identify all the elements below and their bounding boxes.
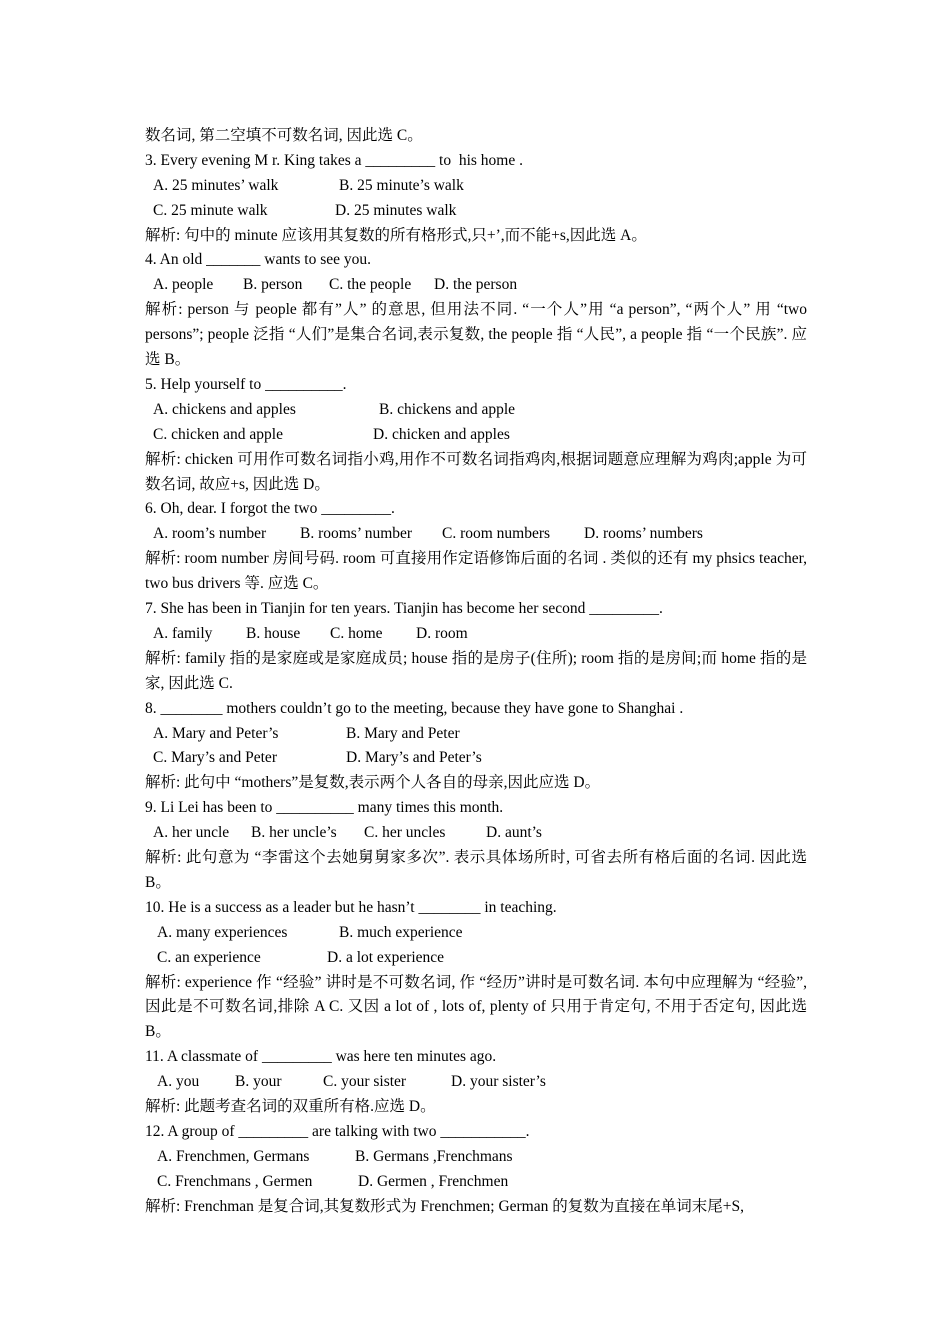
answer-option: A. chickens and apples — [153, 400, 296, 418]
explanation-paragraph: 解析: 此句中 “mothers”是复数,表示两个人各自的母亲,因此应选 D。 — [145, 774, 601, 792]
explanation-paragraph: 解析: 此题考查名词的双重所有格.应选 D。 — [145, 1098, 436, 1115]
answer-option: C. Mary’s and Peter — [153, 749, 277, 767]
document-page — [145, 124, 807, 1219]
answer-option: D. Mary’s and Peter’s — [346, 749, 482, 767]
answer-options-row — [145, 921, 807, 946]
question-text: 3. Every evening M r. King takes a _________ to his home . — [145, 151, 523, 169]
answer-option: C. your sister — [323, 1073, 407, 1091]
explanation-paragraph: 解析: 此句意为 “李雷这个去她舅舅家多次”. 表示具体场所时, 可省去所有格后面的名词. 因此选 B。 — [145, 849, 807, 891]
answer-options-row — [145, 746, 807, 771]
answer-option: A. 25 minutes’ walk — [153, 176, 279, 194]
question-text: 7. She has been in Tianjin for ten years. Tianjin has become her second _________. — [145, 600, 663, 618]
answer-option: A. family — [153, 624, 213, 642]
answer-options-row — [145, 946, 807, 971]
answer-option: C. an experience — [157, 948, 261, 966]
answer-option: C. home — [330, 624, 383, 642]
answer-option: B. house — [246, 624, 301, 642]
explanation-paragraph: 解析: person 与 people 都有”人” 的意思, 但用法不同. “一个人”用 “a person”, “两个人” 用 “two persons”; people 泛指 “人们”是集合名词,表示复数, the people 指 “人民”, a people 指 “一个民族”. 应选 B。 — [145, 301, 807, 369]
explanation-paragraph: 解析: Frenchman 是复合词,其复数形式为 Frenchmen; German 的复数为直接在单词末尾+S, — [145, 1197, 744, 1215]
answer-option: B. her uncle’s — [251, 824, 337, 842]
answer-option: B. chickens and apple — [379, 400, 516, 418]
answer-option: C. the people — [329, 276, 412, 294]
answer-option: A. you — [157, 1073, 200, 1091]
answer-options-row — [145, 398, 807, 423]
answer-option: D. your sister’s — [451, 1073, 546, 1091]
explanation-paragraph: 数名词, 第二空填不可数名词, 因此选 C。 — [145, 127, 423, 144]
answer-option: D. the person — [434, 276, 518, 294]
explanation-paragraph: 解析: room number 房间号码. room 可直接用作定语修饰后面的名词 . 类似的还有 my phsics teacher, two bus drivers 等. 应选 C。 — [145, 550, 807, 593]
answer-option: A. Frenchmen, Germans — [157, 1147, 310, 1165]
answer-options-row — [145, 1145, 807, 1170]
answer-options-row — [145, 199, 807, 224]
answer-option: B. Mary and Peter — [346, 724, 460, 742]
question-text: 9. Li Lei has been to __________ many times this month. — [145, 799, 504, 817]
answer-option: D. aunt’s — [486, 824, 542, 842]
answer-option: C. 25 minute walk — [153, 201, 268, 219]
answer-option: A. many experiences — [157, 923, 288, 941]
answer-option: D. Germen , Frenchmen — [358, 1172, 509, 1190]
answer-options-row — [145, 1070, 807, 1095]
question-text: 6. Oh, dear. I forgot the two _________. — [145, 500, 395, 518]
answer-options-row — [145, 821, 807, 846]
explanation-paragraph: 解析: experience 作 “经验” 讲时是不可数名词, 作 “经历”讲时是可数名词. 本句中应理解为 “经验”,因此是不可数名词,排除 A C. 又因 a lot of , lots of, plenty of 只用于肯定句, 不用于否定句, 因此选 B。 — [145, 973, 807, 1041]
explanation-paragraph: 解析: chicken 可用作可数名词指小鸡,用作不可数名词指鸡肉,根据词题意应理解为鸡肉;apple 为可数名词, 故应+s, 因此选 D。 — [145, 450, 807, 493]
question-text: 11. A classmate of _________ was here ten minutes ago. — [145, 1048, 497, 1066]
answer-option: D. a lot experience — [327, 948, 445, 966]
answer-option: B. much experience — [339, 923, 463, 941]
answer-options-row — [145, 622, 807, 647]
answer-option: C. Frenchmans , Germen — [157, 1172, 313, 1190]
answer-option: B. your — [235, 1073, 282, 1091]
answer-option: A. people — [153, 276, 214, 294]
question-text: 10. He is a success as a leader but he hasn’t ________ in teaching. — [145, 898, 557, 916]
question-text: 4. An old _______ wants to see you. — [145, 251, 372, 269]
answer-option: C. chicken and apple — [153, 425, 283, 443]
answer-option: B. person — [243, 276, 303, 294]
answer-option: D. room — [416, 624, 468, 642]
answer-option: D. 25 minutes walk — [335, 201, 457, 219]
answer-options-row — [145, 174, 807, 199]
answer-options-row — [145, 273, 807, 298]
answer-option: A. her uncle — [153, 824, 230, 842]
answer-option: B. 25 minute’s walk — [339, 176, 464, 194]
answer-option: D. chicken and apples — [373, 425, 510, 443]
answer-option: A. room’s number — [153, 525, 267, 543]
answer-option: D. rooms’ numbers — [584, 525, 703, 543]
question-text: 8. ________ mothers couldn’t go to the meeting, because they have gone to Shanghai . — [145, 699, 684, 717]
answer-options-row — [145, 423, 807, 448]
answer-options-row — [145, 1170, 807, 1195]
answer-option: A. Mary and Peter’s — [153, 724, 279, 742]
explanation-paragraph: 解析: family 指的是家庭或是家庭成员; house 指的是房子(住所); room 指的是房间;而 home 指的是家, 因此选 C. — [145, 649, 807, 692]
question-text: 5. Help yourself to __________. — [145, 375, 347, 393]
question-text: 12. A group of _________ are talking with two ___________. — [145, 1122, 530, 1140]
answer-option: B. rooms’ number — [300, 525, 413, 543]
answer-options-row — [145, 522, 807, 547]
answer-option: C. her uncles — [364, 824, 446, 842]
explanation-paragraph: 解析: 句中的 minute 应该用其复数的所有格形式,只+’,而不能+s,因此选 A。 — [145, 226, 647, 244]
answer-option: C. room numbers — [442, 525, 551, 543]
answer-options-row — [145, 722, 807, 747]
answer-option: B. Germans ,Frenchmans — [355, 1147, 513, 1165]
